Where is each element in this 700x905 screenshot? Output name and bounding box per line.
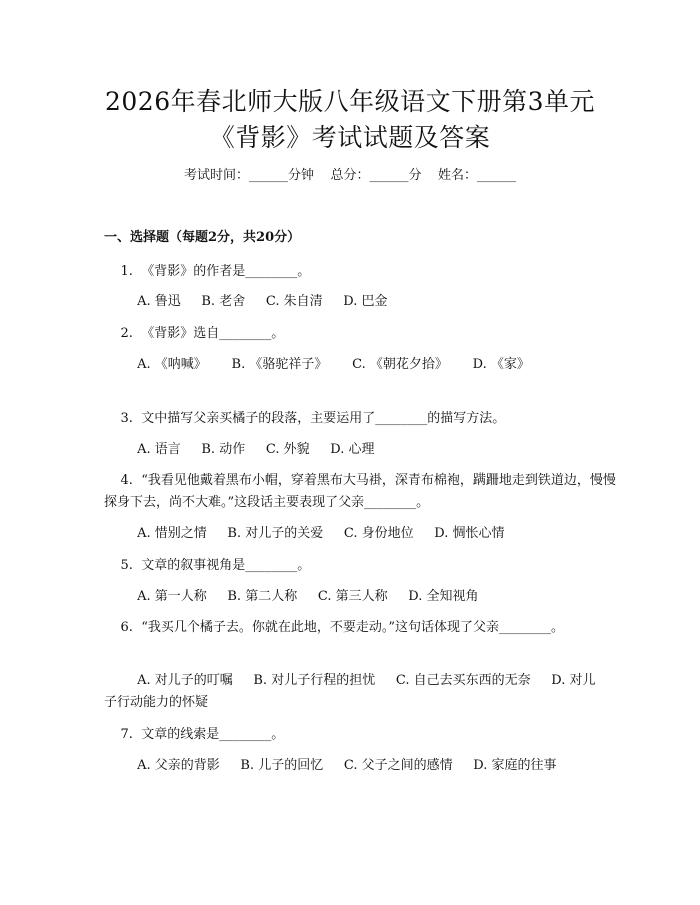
exam-title-line-2: 《背影》考试试题及答案 <box>209 123 491 152</box>
question-1-stem: 1. 《背影》的作者是________。 <box>104 264 311 279</box>
question-2-stem: 2. 《背影》选自________。 <box>104 326 285 341</box>
question-5-options: A. 第一人称 B. 第二人称 C. 第三人称 D. 全知视角 <box>104 589 479 604</box>
question-4-stem: 4. “我看见他戴着黑布小帽，穿着黑布大马褂，深青布棉袍，蹒跚地走到铁道边，慢慢探身下去，尚不大难。”这段话主要表现了父亲________。 <box>104 473 616 510</box>
question-2-options: A. 《呐喊》 B. 《骆驼祥子》 C. 《朝花夕拾》 D. 《家》 <box>104 357 530 372</box>
question-5-stem: 5. 文章的叙事视角是________。 <box>104 558 311 573</box>
question-4-options: A. 惜别之情 B. 对儿子的关爱 C. 身份地位 D. 惆怅心情 <box>104 526 505 541</box>
question-3-options: A. 语言 B. 动作 C. 外貌 D. 心理 <box>104 442 375 457</box>
question-6-stem: 6. “我买几个橘子去。你就在此地，不要走动。”这句话体现了父亲________。 <box>104 620 564 635</box>
question-7-options: A. 父亲的背影 B. 儿子的回忆 C. 父子之间的感情 D. 家庭的往事 <box>104 758 557 773</box>
question-6-options: A. 对儿子的叮嘱 B. 对儿子行程的担忧 C. 自己去买东西的无奈 D. 对儿子行动能力的怀疑 <box>104 673 596 710</box>
question-3-stem: 3. 文中描写父亲买橘子的段落，主要运用了________的描写方法。 <box>104 411 506 426</box>
exam-info-line: 考试时间：______分钟 总分：______分 姓名：______ <box>183 168 517 183</box>
question-1-options: A. 鲁迅 B. 老舍 C. 朱自清 D. 巴金 <box>104 294 388 309</box>
question-7-stem: 7. 文章的线索是________。 <box>104 727 285 742</box>
exam-title-line-1: 2026年春北师大版八年级语文下册第3单元 <box>104 87 596 116</box>
section-heading-choice: 一、选择题（每题2分，共20分） <box>104 230 301 245</box>
